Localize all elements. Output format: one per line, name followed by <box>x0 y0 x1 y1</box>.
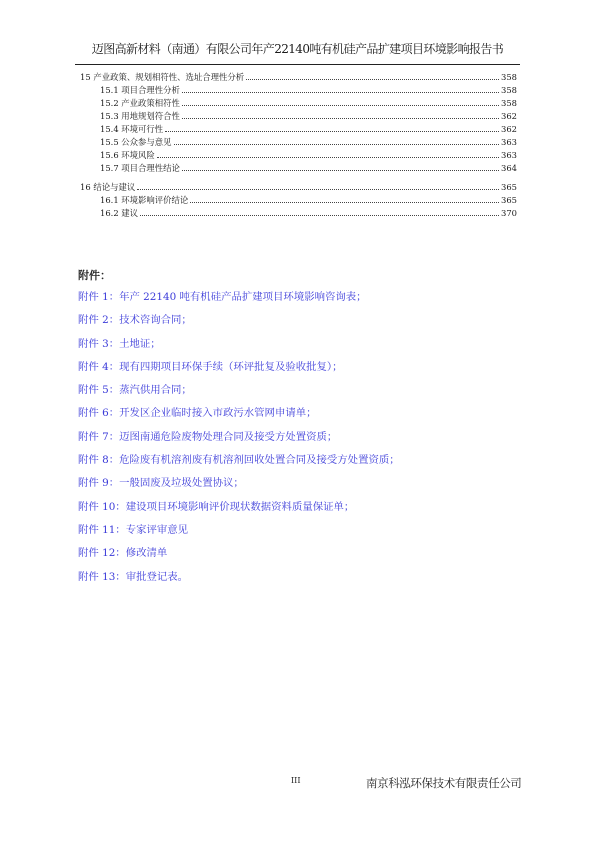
attachment-link[interactable]: 附件 11：专家评审意见 <box>78 523 189 536</box>
toc-entry[interactable] <box>80 110 517 123</box>
attachment-link[interactable]: 附件 13：审批登记表。 <box>78 570 189 583</box>
toc-entry[interactable] <box>80 136 517 149</box>
toc-entry[interactable] <box>80 194 517 207</box>
toc-entry-label: 15.3 用地规划符合性 <box>100 111 180 121</box>
attachment-link[interactable]: 附件 9：一般固废及垃圾处置协议； <box>78 477 244 490</box>
toc-entry-label: 15 产业政策、规划相符性、选址合理性分析 <box>80 72 245 82</box>
toc-entry-label: 15.2 产业政策相符性 <box>100 98 180 108</box>
header-divider <box>75 64 520 65</box>
toc-entry-label: 15.1 项目合理性分析 <box>100 85 180 95</box>
toc-leader-dots <box>137 189 499 190</box>
attachment-link[interactable]: 附件 6：开发区企业临时接入市政污水管网申请单； <box>78 407 317 420</box>
toc-leader-dots <box>140 215 499 216</box>
footer-company: 南京科泓环保技术有限责任公司 <box>366 776 522 790</box>
attachments-heading: 附件： <box>78 269 111 282</box>
attachment-link[interactable]: 附件 4：现有四期项目环保手续（环评批复及验收批复）； <box>78 360 343 373</box>
toc-leader-dots <box>182 92 499 93</box>
toc-entry-page: 365 <box>501 195 517 205</box>
attachments-list <box>78 286 518 589</box>
toc-entry[interactable] <box>80 97 517 110</box>
toc-entry-page: 370 <box>501 208 517 218</box>
toc-leader-dots <box>157 157 499 158</box>
toc-entry-page: 358 <box>501 98 517 108</box>
attachment-link[interactable]: 附件 7：迈图南通危险废物处理合同及接受方处置资质； <box>78 430 338 443</box>
toc-entry-page: 362 <box>501 111 517 121</box>
toc-entry-page: 363 <box>501 150 517 160</box>
toc-entry-label: 15.6 环境风险 <box>100 150 155 160</box>
toc-entry[interactable] <box>80 162 517 175</box>
toc-entry-label: 16.2 建议 <box>100 208 139 218</box>
page-number: III <box>291 776 301 785</box>
attachment-link[interactable]: 附件 1：年产 22140 吨有机硅产品扩建项目环境影响咨询表； <box>78 291 367 303</box>
toc-entry[interactable] <box>80 71 517 84</box>
toc-leader-dots <box>174 144 499 145</box>
toc-entry-label: 15.4 环境可行性 <box>100 124 164 134</box>
toc-entry-page: 364 <box>501 163 517 173</box>
toc-entry-page: 358 <box>501 72 517 82</box>
toc-entry-label: 15.5 公众参与意见 <box>100 137 172 147</box>
attachment-link[interactable]: 附件 3：土地证； <box>78 337 161 350</box>
toc-entry-label: 15.7 项目合理性结论 <box>100 163 180 173</box>
table-of-contents <box>80 71 517 220</box>
attachment-link[interactable]: 附件 10：建设项目环境影响评价现状数据资料质量保证单； <box>78 500 355 513</box>
toc-entry[interactable] <box>80 149 517 162</box>
toc-entry-label: 16.1 环境影响评价结论 <box>100 195 189 205</box>
toc-leader-dots <box>182 105 499 106</box>
toc-entry-label: 16 结论与建议 <box>80 182 136 192</box>
toc-entry-page: 365 <box>501 182 517 192</box>
toc-entry[interactable] <box>80 207 517 220</box>
toc-leader-dots <box>182 170 499 171</box>
attachment-link[interactable]: 附件 2：技术咨询合同； <box>78 314 192 327</box>
toc-leader-dots <box>246 79 499 80</box>
toc-entry-page: 363 <box>501 137 517 147</box>
page-header-title: 迈图高新材料（南通）有限公司年产22140吨有机硅产品扩建项目环境影响报告书 <box>91 42 504 56</box>
attachment-link[interactable]: 附件 8：危险废有机溶剂废有机溶剂回收处置合同及接受方处置资质； <box>78 454 400 467</box>
toc-leader-dots <box>165 131 499 132</box>
attachment-link[interactable]: 附件 5：蒸汽供用合同； <box>78 384 192 397</box>
toc-entry-page: 358 <box>501 85 517 95</box>
toc-entry-page: 362 <box>501 124 517 134</box>
attachments-section <box>78 266 518 589</box>
attachment-link[interactable]: 附件 12：修改清单 <box>78 547 168 560</box>
toc-leader-dots <box>182 118 499 119</box>
toc-entry[interactable] <box>80 84 517 97</box>
toc-entry[interactable] <box>80 181 517 194</box>
toc-leader-dots <box>190 202 499 203</box>
toc-entry[interactable] <box>80 123 517 136</box>
